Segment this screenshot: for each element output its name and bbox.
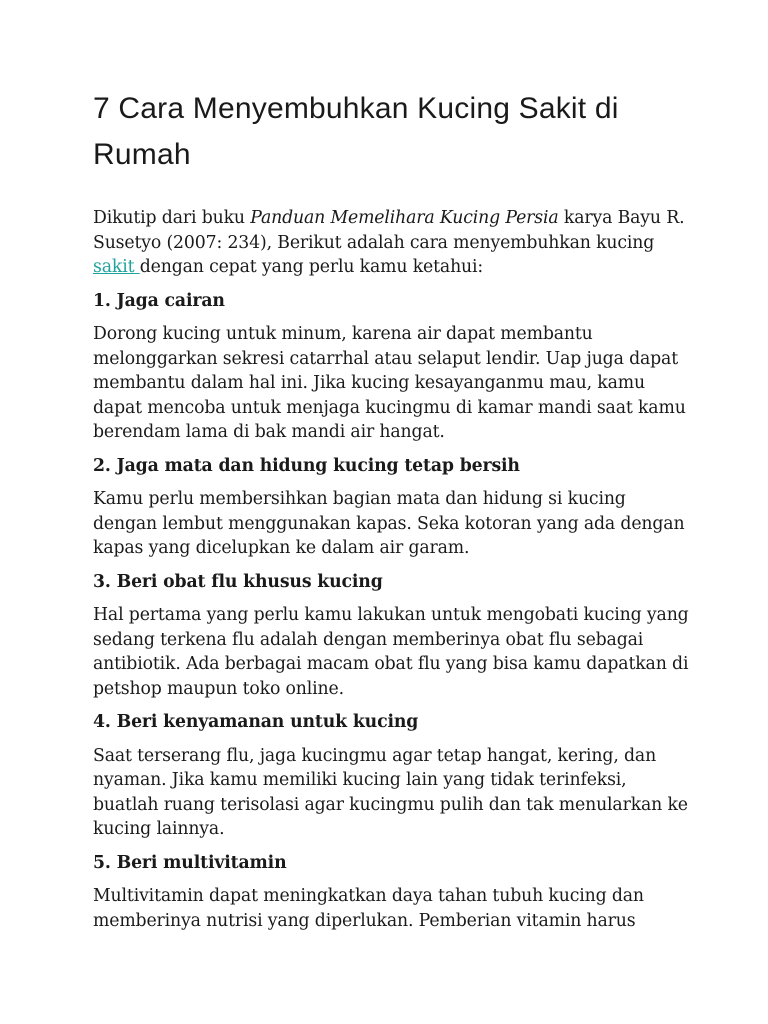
section-body-kenyamanan: Saat terserang flu, jaga kucingmu agar tetap hangat, kering, dan nyaman. Jika kamu memiliki kucing lain yang tidak terinfeksi, buatlah ruang terisolasi agar kucingmu pulih dan tak menularkan ke kucing lainnya. xyxy=(93,745,688,839)
section-body-multivitamin: Multivitamin dapat meningkatkan daya tahan tubuh kucing dan memberinya nutrisi yang diperlukan. Pemberian vitamin harus xyxy=(93,886,644,931)
book-title: Panduan Memelihara Kucing Persia xyxy=(250,208,559,228)
intro-prefix: Dikutip dari buku xyxy=(93,208,251,228)
section-heading-multivitamin: 5. Beri multivitamin xyxy=(93,852,287,873)
intro-suffix: dengan cepat yang perlu kamu ketahui: xyxy=(139,257,484,277)
section-heading-obat-flu: 3. Beri obat flu khusus kucing xyxy=(93,571,383,592)
section-heading-kenyamanan: 4. Beri kenyamanan untuk kucing xyxy=(93,712,419,732)
intro-middle: karya Bayu R. Susetyo (2007: 234), Berikut adalah cara menyembuhkan kucing xyxy=(93,208,685,253)
section-body-jaga-cairan: Dorong kucing untuk minum, karena air dapat membantu melonggarkan sekresi catarrhal atau selaput lendir. Uap juga dapat membantu dalam hal ini. Jika kucing kesayanganmu mau, kamu dapat mencoba untuk menjaga kucingmu di kamar mandi saat kamu berendam lama di bak mandi air hangat. xyxy=(93,324,686,442)
page-title: 7 Cara Menyembuhkan Kucing Sakit di Rumah xyxy=(93,92,619,171)
section-body-obat-flu: Hal pertama yang perlu kamu lakukan untuk mengobati kucing yang sedang terkena flu adalah dengan memberinya obat flu sebagai antibiotik. Ada berbagai macam obat flu yang bisa kamu dapatkan di petshop maupun toko online. xyxy=(93,605,689,699)
sakit-link[interactable]: sakit xyxy=(93,257,140,277)
section-body-jaga-mata-hidung: Kamu perlu membersihkan bagian mata dan hidung si kucing dengan lembut menggunakan kapas. Seka kotoran yang ada dengan kapas yang dicelupkan ke dalam air garam. xyxy=(93,489,685,558)
intro-paragraph xyxy=(93,206,693,280)
section-heading-jaga-mata-hidung: 2. Jaga mata dan hidung kucing tetap bersih xyxy=(93,455,520,476)
section-heading-jaga-cairan: 1. Jaga cairan xyxy=(93,290,225,311)
article xyxy=(93,86,693,942)
